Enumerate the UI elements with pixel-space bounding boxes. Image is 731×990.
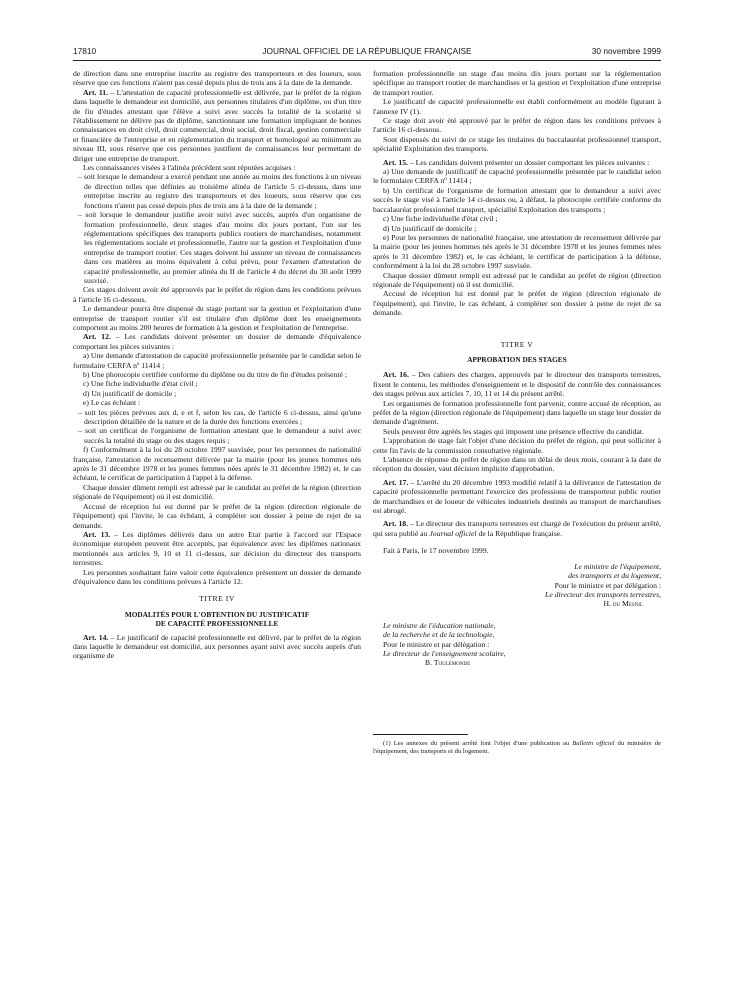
signatory-name: B. Toulemonde: [425, 658, 471, 668]
footnote-rule: [373, 734, 468, 735]
paragraph: Chaque dossier dûment rempli est adressé par le candidat au préfet de région (direction régionale de l'équipement) où il est domicilié.: [373, 270, 661, 289]
signatory-line: Le directeur des transports terrestres,: [545, 589, 661, 599]
journal-title: JOURNAL OFFICIEL DE LA RÉPUBLIQUE FRANÇAISE: [262, 46, 472, 56]
list-item: d) Un justificatif de domicile ;: [383, 223, 477, 233]
paragraph: Les personnes souhaitant faire valoir cette équivalence présentent un dossier de demande d'équivalence dans les conditions prévues à l'article 12.: [73, 567, 361, 586]
titre-iv-heading: [73, 610, 361, 629]
paragraph: Sont dispensés du suivi de ce stage les titulaires du baccalauréat professionnel transport, spécialité Exploitation des transports.: [373, 134, 661, 154]
paragraph: L'approbation de stage fait l'objet d'une décision du préfet de région, qui peut solliciter à cette fin l'avis de la commission consultative régionale.: [373, 436, 661, 455]
paragraph: Le demandeur pourra être dispensé du stage portant sur la gestion et l'exploitation d'une entreprise de transport routier s'il est titulaire d'un diplôme dont les enseignements comportent au moins 200 heures de formation à la gestion et l'exploitation de l'entreprise.: [73, 304, 361, 332]
article-11: [73, 88, 361, 163]
footnote-text: du ministère de l'équipement, des transports et du logement.: [373, 739, 661, 755]
article-18: [373, 519, 661, 538]
list-item: a) Une demande de justificatif de capacité professionnelle présentée par le candidat selon le formulaire CERFA nº 11414 ;: [373, 167, 661, 186]
signatory-line: Le directeur de l'enseignement scolaire,: [383, 648, 506, 658]
list-item: – soit lorsque le demandeur justifie avoir suivi avec succès, auprès d'un organisme de formation professionnelle, deux stages d'au moins dix jours portant, l'un sur les réglementations spécifiques des transports publics routiers de marchandises, notamment les réglementations sociale et professionnelle, l'autre sur la gestion et l'exploitation d'une entreprise de transport routier. Ces stages doivent lui assurer un niveau de connaissances dans ces matières au moins équivalent à celui prévu, pour l'examen d'attestation de capacité professionnelle, au premier alinéa du II de l'article 4 du décret du 30 août 1999 susvisé.: [78, 210, 361, 285]
list-item: d) Un justificatif de domicile ;: [83, 388, 177, 398]
article-12: [73, 332, 361, 351]
article-label: Art. 17.: [383, 477, 409, 487]
article-text: – Les diplômes délivrés dans un autre Etat partie à l'accord sur l'Espace économique européen peuvent être acceptés, par équivalence avec les diplômes nationaux mentionnés aux articles 9, 10 et 11 ci-dessus, sur décision du directeur des transports terrestres.: [73, 529, 361, 568]
signatory-line: Le ministre de l'équipement,: [574, 561, 661, 571]
article-label: Art. 12.: [83, 332, 111, 342]
article-15: [373, 158, 661, 167]
paragraph: Chaque dossier dûment rempli est adressé par le candidat au préfet de la région (direction régionale de l'équipement) où il est domicilié.: [73, 482, 361, 502]
article-label: Art. 16.: [383, 370, 409, 380]
signatory-line: de la recherche et de la technologie,: [383, 630, 495, 640]
paragraph: Seuls peuvent être agréés les stages qui imposent une présence effective du candidat.: [383, 426, 644, 436]
article-label: Art. 14.: [83, 632, 109, 642]
paragraph: Le justificatif de capacité professionnelle est établi conformément au modèle figurant à l'annexe IV (1).: [373, 97, 661, 116]
signatory-line: Pour le ministre et par délégation :: [383, 639, 490, 649]
signature-block-equipement: [373, 562, 661, 609]
header-rule: [73, 60, 661, 61]
page-header: [73, 46, 661, 60]
article-label: Art. 11.: [83, 87, 109, 97]
paragraph: Les organismes de formation professionnelle font parvenir, contre accusé de réception, au préfet de la région (direction régionale de l'équipement) dans laquelle un stage leur dossier de demande d'agrément.: [373, 398, 661, 427]
list-item: f) Conformément à la loi du 28 octobre 1997 susvisée, pour les personnes de nationalité française, l'attestation de recensement délivrée par la mairie (pour les jeunes hommes nés après le 31 décembre 1978 et les jeunes femmes nées après le 31 décembre 1982) et, le cas échéant, le certificat de participation à l'appel à la défense.: [73, 445, 361, 483]
article-14: [73, 633, 361, 661]
article-text: – Le directeur des transports terrestres est chargé de l'exécution du présent arrêté, qui sera publié au: [373, 519, 661, 538]
article-text: – Des cahiers des charges, approuvés par le directeur des transports terrestres, fixent le contenu, les méthodes d'enseignement et le dispositif de contrôle des connaissances des stages prévus aux articles 7, 10, 11 et 14 du présent arrêté.: [373, 370, 661, 399]
titre-v-heading: APPROBATION DES STAGES: [467, 354, 567, 364]
issue-date: 30 novembre 1999: [591, 46, 661, 56]
list-item: c) Une fiche individuelle d'état civil ;: [383, 214, 498, 224]
list: [73, 172, 361, 285]
article-label: Art. 18.: [383, 519, 409, 529]
article-text: – Les candidats doivent présenter un dossier de demande d'équivalence comportant les pièces suivantes :: [73, 332, 361, 351]
paragraph: Ce stage doit avoir été approuvé par le préfet de région dans les conditions prévues à l'article 16 ci-dessous.: [373, 116, 661, 135]
article-text: – Les candidats doivent présenter un dossier comportant les pièces suivantes :: [407, 157, 650, 167]
paragraph: Accusé de réception lui est donné par le préfet de la région (direction régionale de l'équipement) qui l'invite, le cas échéant, à compléter son dossier à peine de rejet de sa demande.: [73, 501, 361, 530]
article-label: Art. 15.: [383, 157, 408, 167]
list-item: b) Une photocopie certifiée conforme du diplôme ou du titre de fin d'études présenté ;: [83, 370, 347, 379]
list-item: b) Un certificat de l'organisme de formation attestant que le demandeur a suivi avec succès le stage visé à l'article 14 ci-dessus ou, à défaut, la photocopie certifiée conforme du baccalauréat professionnel transport, spécialité Exploitation des transports ;: [373, 185, 661, 214]
article-text: – L'arrêté du 20 décembre 1993 modifié relatif à la délivrance de l'attestation de capacité professionnelle permettant l'exercice des professions de transporteur public routier de marchandises et de loueur de véhicules industriels destinés au transport de marchandises est abrogé.: [373, 477, 661, 516]
article-16: [373, 370, 661, 398]
list-item: e) Pour les personnes de nationalité française, une attestation de recensement délivrée par la mairie (pour les jeunes hommes nés après le 31 décembre 1978 et les jeunes femmes nées après le 31 décembre 1982) et, le cas échéant, le certificat de participation à la défense, conformément à la loi du 28 octobre 1997 susvisée.: [373, 232, 661, 271]
article-text: – Le justificatif de capacité professionnelle est délivré, par le préfet de la région dans laquelle le demandeur est domicilié, aux personnes ayant suivi avec succès auprès d'un organisme de: [73, 632, 361, 661]
list-item: e) Le cas échéant :: [83, 398, 141, 408]
titre-v: TITRE V: [500, 339, 534, 349]
signatory-line: des transports et du logement,: [568, 571, 661, 581]
titre-iv: TITRE IV: [199, 594, 235, 604]
paragraph: L'absence de réponse du préfet de région dans un délai de deux mois, courant à la date de réception du dossier, vaut décision implicite d'approbation.: [373, 455, 661, 474]
list-item: – soit lorsque le demandeur a exercé pendant une année au moins des fonctions à un niveau de direction telles que définies au troisième alinéa de l'article 5 ci-dessus, dans une entreprise inscrite au registre des transporteurs et des loueurs, sous réserve que ces fonctions n'aient pas cessé depuis plus de trois ans à la date de la demande ;: [78, 172, 361, 210]
signatory-line: Le ministre de l'éducation nationale,: [383, 620, 496, 630]
paragraph: Les connaissances visées à l'alinéa précédent sont réputées acquises :: [83, 163, 296, 173]
list-item: a) Une demande d'attestation de capacité professionnelle présentée par le candidat selon le formulaire CERFA nº 11414 ;: [73, 351, 362, 370]
article-text: de la République française.: [476, 528, 563, 538]
heading-line: DE CAPACITÉ PROFESSIONNELLE: [155, 619, 279, 629]
paragraph: de direction dans une entreprise inscrite au registre des transporteurs et des loueurs, sous réserve que ces fonctions n'aient pas cessé depuis plus de trois ans à la date de la demande.: [73, 69, 361, 88]
article-label: Art. 13.: [83, 529, 111, 539]
list-item: – soit les pièces prévues aux d, e et f, selon les cas, de l'article 6 ci-dessus, ainsi qu'une description détaillée de la nature et de la durée des fonctions exercées ;: [78, 407, 361, 427]
paragraph: Ces stages doivent avoir été approuvés par le préfet de région dans les conditions prévues à l'article 16 ci-dessous.: [73, 285, 361, 304]
paragraph: formation professionnelle un stage d'au moins dix jours portant sur la réglementation spécifique au transport routier de marchandises et la gestion et l'exploitation d'une entreprise de transport routier.: [373, 69, 661, 97]
article-13: [73, 530, 361, 568]
heading-line: MODALITÉS POUR L'OBTENTION DU JUSTIFICATIF: [124, 609, 310, 619]
left-column: [73, 69, 361, 661]
fait-a-paris: Fait à Paris, le 17 novembre 1999.: [383, 546, 489, 556]
article-17: [373, 478, 661, 516]
article-text: – L'attestation de capacité professionnelle est délivrée, par le préfet de la région dans laquelle le demandeur est domicilié, aux personnes titulaires d'un diplôme, ou d'un titre de fin d'études attestant que l'élève a suivi avec succès la totalité de la scolarité si l'établissement ne délivre pas de diplôme, sanctionnant une formation impliquant de bonnes connaissances en droit civil, droit commercial, droit social, droit fiscal, gestion commerciale et financière de l'entreprise et en réglementation du transport et homologué au minimum au niveau III, sous réserve que ces personnes justifient de connaissances leur permettant de diriger une entreprise de transport.: [73, 87, 361, 163]
signatory-line: Pour le ministre et par délégation :: [554, 580, 661, 590]
journal-officiel-ref: Journal officiel: [429, 528, 477, 538]
footnote-text: (1) Les annexes du présent arrêté font l'objet d'une publication au: [383, 739, 573, 747]
signature-block-education: [373, 621, 661, 668]
footnote: [373, 740, 661, 756]
list-item: – soit un certificat de l'organisme de formation attestant que le demandeur a suivi avec succès la totalité du stage ou des stages requis ;: [78, 426, 361, 445]
list-item: c) Une fiche individuelle d'état civil ;: [83, 379, 198, 389]
signatory-name: H. du Mesnil: [603, 599, 643, 609]
page-number: 17810: [73, 46, 97, 56]
right-column: [373, 69, 661, 756]
bulletin-officiel-ref: Bulletin officiel: [572, 739, 615, 747]
list: [73, 408, 361, 446]
paragraph: Accusé de réception lui est donné par le préfet de région (direction régionale de l'équipement), qui l'invite, le cas échéant, à compléter son dossier à peine de rejet de sa demande.: [373, 289, 661, 318]
